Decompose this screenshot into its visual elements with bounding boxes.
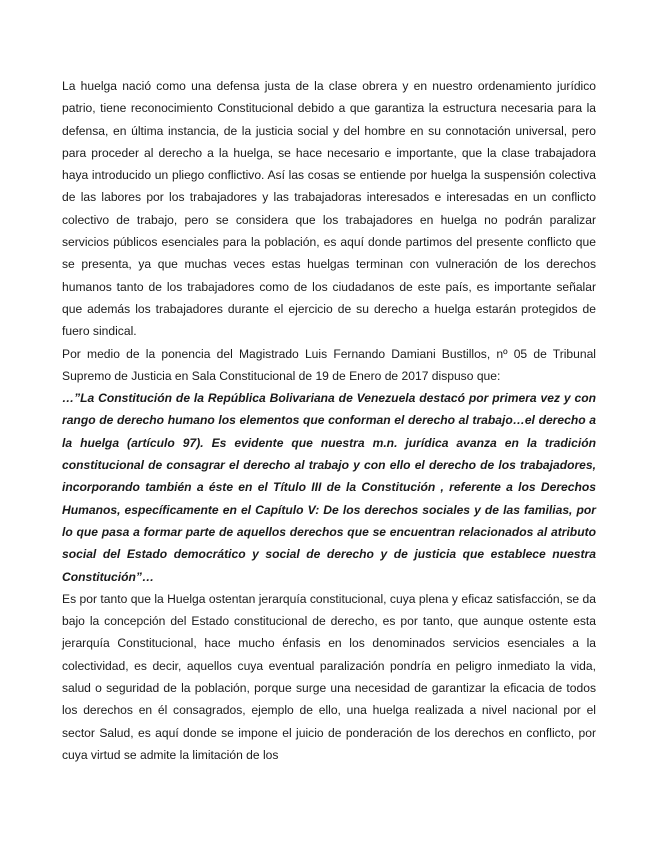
paragraph-quote: …”La Constitución de la República Bolivariana de Venezuela destacó por primera vez y con rango de derecho humano los elementos que conforman el derecho al trabajo…el derecho a la huelga (artículo 97). Es evidente que nuestra m.n. jurídica avanza en la tradición constitucional de consagrar el derecho al trabajo y con ello el derecho de los trabajadores, incorporando también a éste en el Título III de la Constitución , referente a los Derechos Humanos, específicamente en el Capítulo V: De los derechos sociales y de las familias, por lo que pasa a formar parte de aquellos derechos que se encuentran relacionados al atributo social del Estado democrático y social de derecho y de justicia que establece nuestra Constitución”… <box>62 391 596 584</box>
paragraph-huelga-intro: La huelga nació como una defensa justa de la clase obrera y en nuestro ordenamiento jurídico patrio, tiene reconocimiento Constitucional debido a que garantiza la estructura necesaria para la defensa, en última instancia, de la justicia social y del hombre en su connotación universal, pero para proceder al derecho a la huelga, se hace necesario e importante, que la clase trabajadora haya introducido un pliego conflictivo. Así las cosas se entiende por huelga la suspensión colectiva de las labores por los trabajadores y las trabajadoras interesados e interesadas en un conflicto colectivo de trabajo, pero se considera que los trabajadores en huelga no podrán paralizar servicios públicos esenciales para la población, es aquí donde partimos del presente conflicto que se presenta, ya que muchas veces estas huelgas terminan con vulneración de los derechos humanos tanto de los trabajadores como de los ciudadanos de este país, es importante señalar que además los trabajadores durante el ejercicio de su derecho a huelga estarán protegidos de fuero sindical. <box>62 79 596 339</box>
paragraph-ponencia: Por medio de la ponencia del Magistrado Luis Fernando Damiani Bustillos, nº 05 de Tribunal Supremo de Justicia en Sala Constitucional de 19 de Enero de 2017 dispuso que: <box>62 346 596 383</box>
paragraph-jerarquia: Es por tanto que la Huelga ostentan jerarquía constitucional, cuya plena y eficaz satisfacción, se da bajo la concepción del Estado constitucional de derecho, es por tanto, que aunque ostente esta jerarquía Constitucional, hace mucho énfasis en los denominados servicios esenciales a la colectividad, es decir, aquellos cuya eventual paralización pondría en peligro inmediato la vida, salud o seguridad de la población, porque surge una necesidad de garantizar la eficacia de todos los derechos en él consagrados, ejemplo de ello, una huelga realizada a nivel nacional por el sector Salud, es aquí donde se impone el juicio de ponderación de los derechos en conflicto, por cuya virtud se admite la limitación de los <box>62 591 596 762</box>
